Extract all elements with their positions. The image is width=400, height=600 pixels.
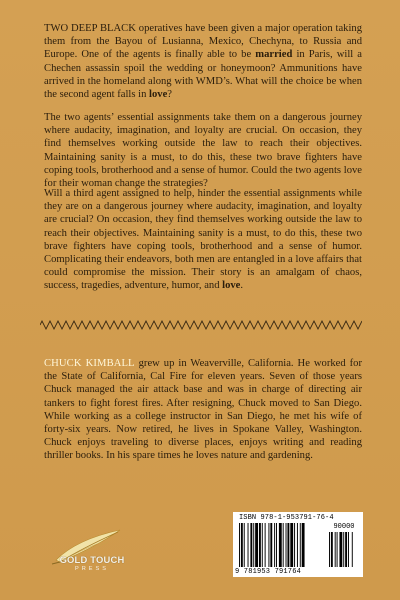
barcode <box>233 512 363 577</box>
price-code: 90000 <box>333 523 355 531</box>
barcode-bars-icon <box>239 523 327 567</box>
decorative-divider <box>40 318 362 332</box>
zigzag-divider-icon <box>40 318 362 332</box>
blurb-text: . <box>240 280 244 292</box>
author-bio <box>44 357 362 463</box>
blurb-text: Will a third agent assigned to help, hinder the essential assignments while they are on a dangerous journey where audacity, imagination, and loyalty are crucial? On occasion, they find themselves working outside the law to reach their objectives. Maintaining sanity is a must, to do this, these two brave fighters have coping tools, brotherhood and a sense of humor. Complicating their endeavors, both men are entangled in a love affairs that could compromise the mission. Their story is an amalgam of chaos, success, tragedies, adventure, humor, and <box>44 188 362 292</box>
blurb-text: TWO DEEP BLACK operatives have been given a major operation taking them from the Bayou of Lusianna, Mexico, Chechyna, to Russia and Europe. One of the agents is finally able to be <box>44 23 362 61</box>
blurb-emphasis: love <box>222 280 241 292</box>
author-name: CHUCK KIMBALL <box>44 358 135 369</box>
barcode-addon-bars-icon <box>329 532 359 567</box>
blurb-paragraph-1 <box>44 22 362 101</box>
blurb-text: ? <box>167 89 172 101</box>
blurb-emphasis: love <box>149 89 168 101</box>
blurb-paragraph-2: The two agents’ essential assignments take them on a dangerous journey where audacity, imagination, and loyalty are crucial. On occasion, they find themselves working outside the law to reach their objectives. Maintaining sanity is a must, to do this, these two brave fighters have coping tools, brotherhood and a sense of humor. Could the two agents love for their woman change the strategies? <box>44 112 362 190</box>
blurb-text: in Paris, will a Chechen assassin spoil the wedding or honeymoon? Ammunitions have arrived in the homeland along with WMD’s. What will the choice be when the second agent falls in <box>44 49 362 101</box>
publisher-sub: PRESS <box>75 566 109 572</box>
ean-number: 9 781953 791764 <box>235 568 302 576</box>
publisher-name: GOLD TOUCH <box>59 554 125 565</box>
blurb-emphasis: married <box>255 49 293 61</box>
author-bio-text: grew up in Weaverville, California. He worked for the State of California, Cal Fire for eleven years. Seven of those years Chuck managed the air attack base and was in charge of directing air tankers to fight forest fires. After resigning, Chuck moved to San Diego. While working as a college instructor in San Diego, he met his wife of forty-six years. Now retired, he lives in Spokane Valley, Washington. Chuck enjoys traveling to diverse places, enjoys writing and reading thriller books. In his spare times he loves nature and gardening. <box>44 358 363 462</box>
isbn-text: ISBN 978-1-953791-76-4 <box>239 514 334 522</box>
blurb-paragraph-3 <box>44 187 362 293</box>
